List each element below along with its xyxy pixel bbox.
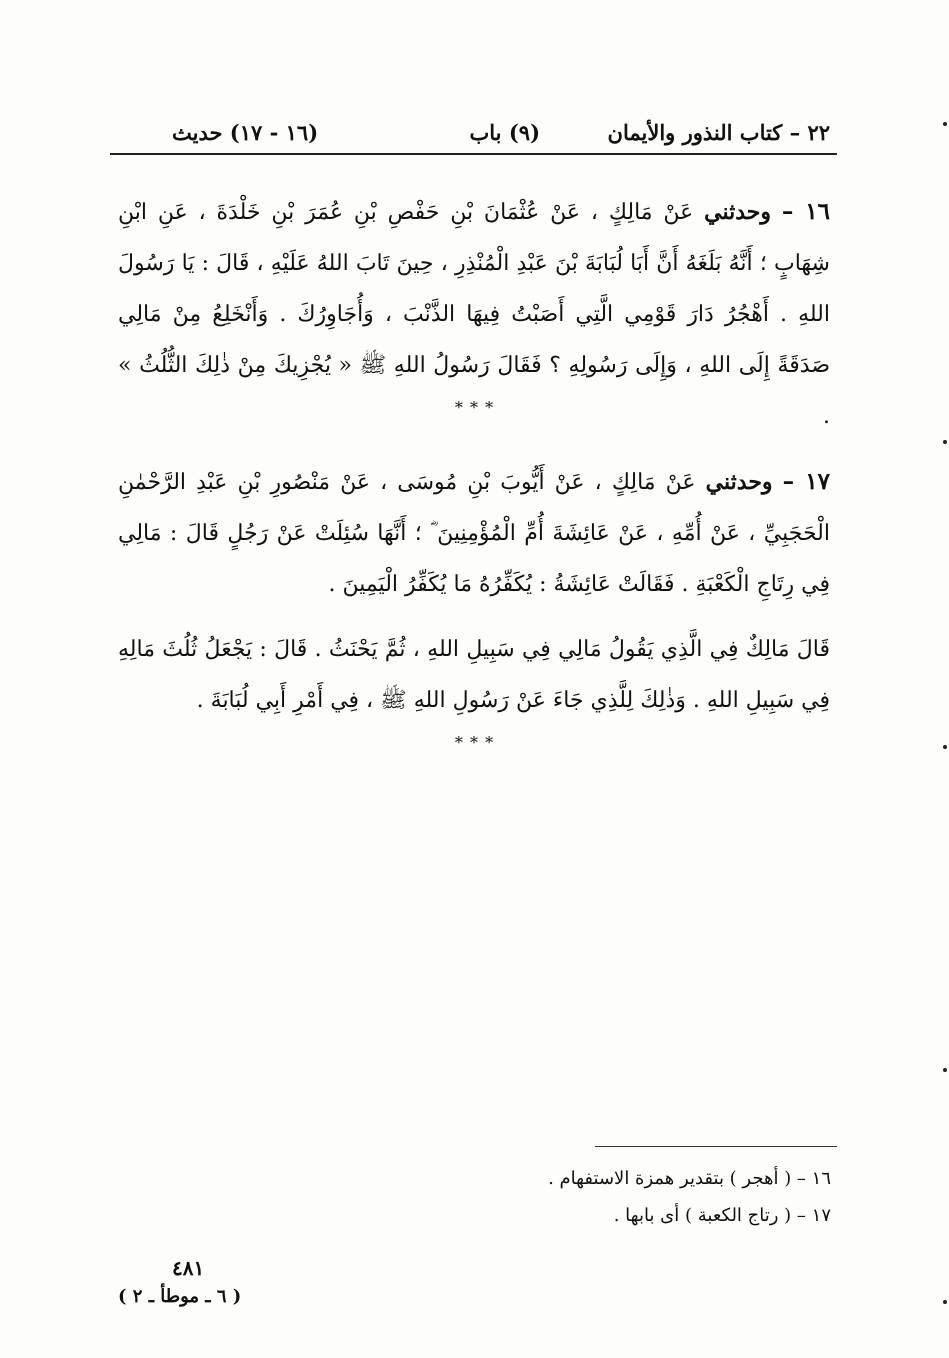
book-title: ٢٢ – كتاب النذور والأيمان (607, 120, 830, 145)
section-divider: * * * (454, 733, 495, 752)
hadith-number: ١٧ – (782, 468, 830, 495)
footnote: ١٧ – ( رتاج الكعبة ) أى بابها . (613, 1205, 831, 1226)
hadith-number: ١٦ – (781, 198, 830, 225)
scan-mark (943, 440, 947, 444)
page-number: ٤٨١ (172, 1256, 205, 1280)
scan-mark (943, 1068, 947, 1072)
section-divider: * * * (454, 398, 495, 417)
scan-mark (943, 122, 947, 126)
hadith-17 (118, 456, 830, 610)
scan-mark (943, 745, 947, 749)
hadith-text: عَنْ مَالِكٍ ، عَنْ أَيُّوبَ بْنِ مُوسَى ، عَنْ مَنْصُورِ بْنِ عَبْدِ الرَّحْمٰنِ الْحَجَبِيِّ ، عَنْ أُمِّهِ ، عَنْ عَائِشَةَ أُمِّ الْمُؤْمِنِينَ ؓ ؛ أَنَّهَا سُئِلَتْ عَنْ رَجُلٍ قَالَ : مَالِي فِي رِتَاجِ الْكَعْبَةِ . فَقَالَتْ عَائِشَةُ : يُكَفِّرُهُ مَا يُكَفِّرُ الْيَمِينَ . (118, 470, 830, 597)
hadith-lead: وحدثني (705, 469, 773, 495)
hadith-lead: وحدثني (704, 199, 772, 225)
printer-signature: ( ٦ ـ موطأ ـ ٢ ) (118, 1286, 242, 1307)
hadith-text: عَنْ مَالِكٍ ، عَنْ عُثْمَانَ بْنِ حَفْصِ بْنِ عُمَرَ بْنِ خَلْدَةَ ، عَنِ ابْنِ شِهَابٍ ؛ أَنَّهُ بَلَغَهُ أَنَّ أَبَا لُبَابَةَ بْنَ عَبْدِ الْمُنْذِرِ ، حِينَ تَابَ اللهُ عَلَيْهِ ، قَالَ : يَا رَسُولَ اللهِ . أَهْجُرُ دَارَ قَوْمِي الَّتِي أَصَبْتُ فِيهَا الذَّنْبَ ، وَأُجَاوِرُكَ . وَأَنْخَلِعُ مِنْ مَالِي صَدَقَةً إِلَى اللهِ ، وَإِلَى رَسُولِهِ ؟ فَقَالَ رَسُولُ اللهِ ﷺ « يُجْزِيكَ مِنْ ذٰلِكَ الثُّلُثُ » . (118, 200, 830, 429)
chapter-label: (٩) باب (469, 120, 540, 145)
scan-mark (943, 1300, 947, 1304)
footnotes (411, 1160, 831, 1234)
running-header (110, 116, 830, 156)
footnote: ١٦ – ( أهجر ) بتقدير همزة الاستفهام . (548, 1168, 831, 1189)
header-rule (110, 153, 837, 155)
hadith-range: (١٦ - ١٧) حديث (172, 120, 319, 145)
commentary-text: قَالَ مَالِكٌ فِي الَّذِي يَقُولُ مَالِي فِي سَبِيلِ اللهِ ، ثُمَّ يَحْنَثُ . قَالَ : يَجْعَلُ ثُلُثَ مَالِهِ فِي سَبِيلِ اللهِ . وَذٰلِكَ لِلَّذِي جَاءَ عَنْ رَسُولِ اللهِ ﷺ ، فِي أَمْرِ أَبِي لُبَابَةَ . (118, 637, 830, 713)
footnote-rule (595, 1146, 837, 1147)
malik-commentary (118, 624, 830, 726)
